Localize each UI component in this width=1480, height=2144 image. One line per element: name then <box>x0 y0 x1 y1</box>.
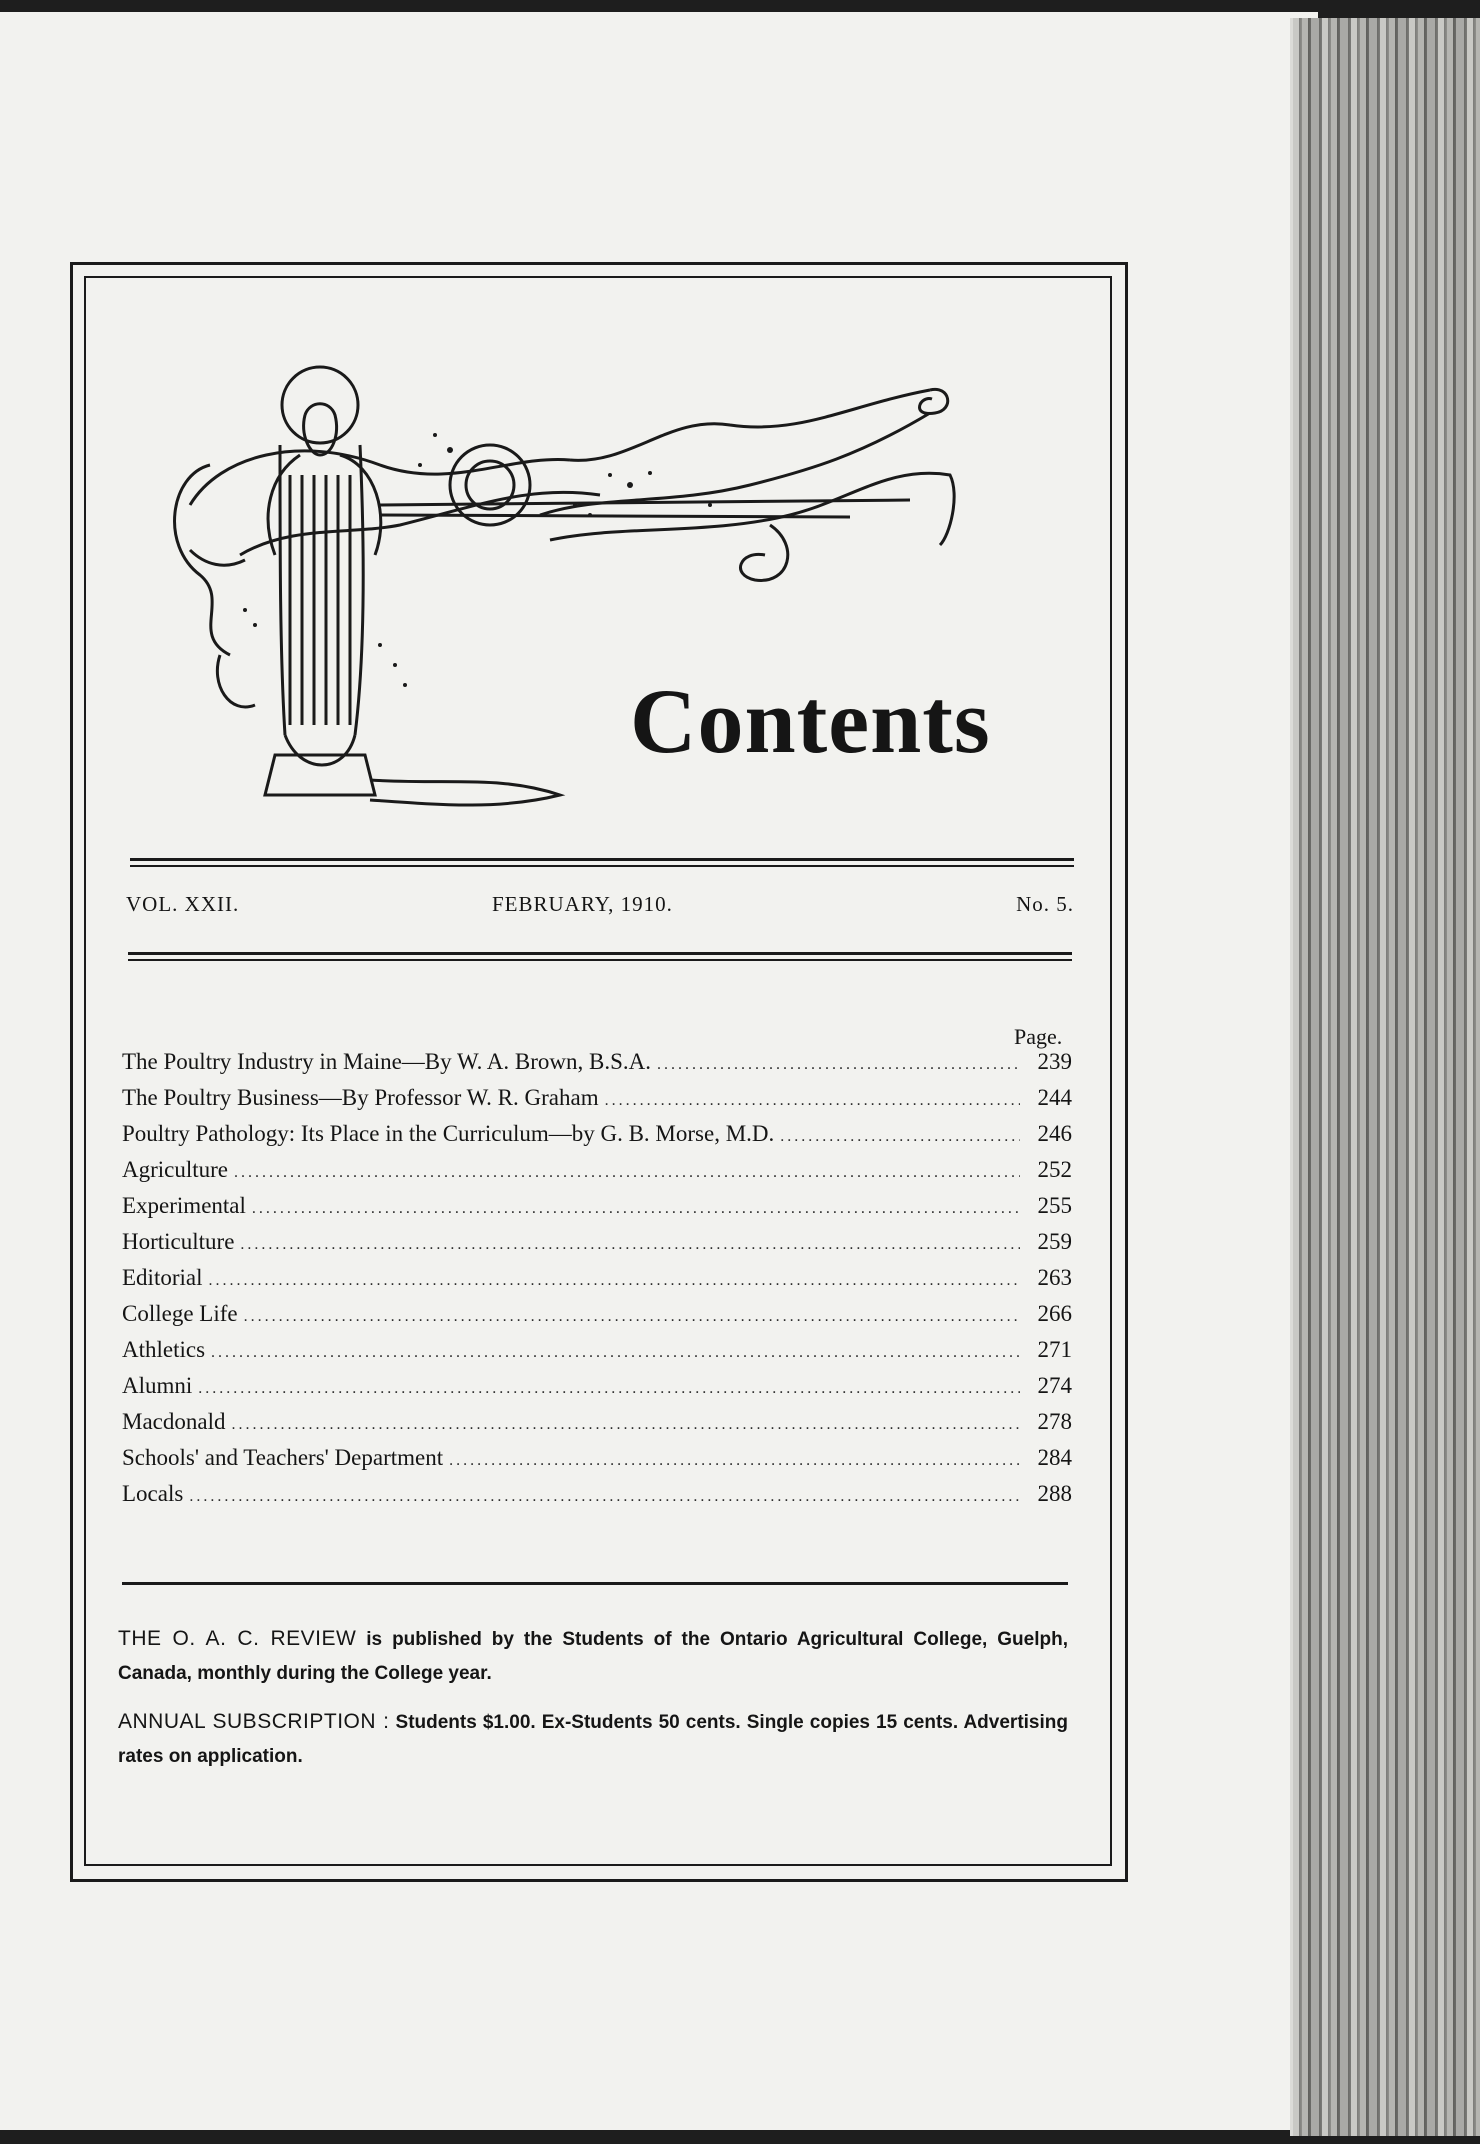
page-edges <box>1290 18 1480 2136</box>
toc-entry[interactable] <box>122 1440 1072 1476</box>
toc-entry-page: 244 <box>1037 1085 1072 1110</box>
dot-leader <box>252 1191 1020 1227</box>
toc-entry-title: Poultry Pathology: Its Place in the Curriculum—by G. B. Morse, M.D. <box>122 1121 775 1146</box>
dot-leader <box>198 1371 1020 1407</box>
toc-entry-title: Experimental <box>122 1193 246 1218</box>
dot-leader <box>240 1227 1020 1263</box>
issue-date: FEBRUARY, 1910. <box>492 892 673 916</box>
toc-entry-page: 288 <box>1037 1481 1072 1506</box>
subscription-label: ANNUAL SUBSCRIPTION : <box>118 1710 390 1733</box>
footer-rule <box>122 1582 1068 1585</box>
toc-entry-title: Editorial <box>122 1265 203 1290</box>
header-rule-bottom <box>128 952 1072 955</box>
toc-entry-title: Agriculture <box>122 1157 229 1182</box>
toc-entry-page: 284 <box>1037 1445 1072 1470</box>
toc-entry[interactable] <box>122 1404 1072 1440</box>
toc-entry[interactable] <box>122 1260 1072 1296</box>
dot-leader <box>189 1479 1020 1515</box>
toc-entry-page: 255 <box>1037 1193 1072 1218</box>
dot-leader <box>231 1407 1020 1443</box>
toc-entry[interactable] <box>122 1044 1072 1080</box>
toc-entry-page: 259 <box>1037 1229 1072 1254</box>
toc-entry-title: Schools' and Teachers' Department <box>122 1445 444 1470</box>
toc-entry-page: 274 <box>1037 1373 1072 1398</box>
review-text: is published by the Students of the Ontario Agricultural College, Guelph, Canada, monthly during the College year. <box>118 1629 1069 1684</box>
dot-leader <box>211 1335 1020 1371</box>
toc-entry-title: Athletics <box>122 1337 206 1362</box>
toc-entry-title: Alumni <box>122 1373 193 1398</box>
toc-entry[interactable] <box>122 1296 1072 1332</box>
page-column-heading: Page. <box>1014 1024 1063 1049</box>
review-notice <box>118 1622 1068 1691</box>
toc-entry-page: 266 <box>1037 1301 1072 1326</box>
volume-label: VOL. XXII. <box>126 892 240 916</box>
toc-entry[interactable] <box>122 1116 1072 1152</box>
dot-leader <box>605 1083 1020 1119</box>
toc-entry-title: The Poultry Business—By Professor W. R. Graham <box>122 1085 599 1110</box>
toc-entry-page: 252 <box>1037 1157 1072 1182</box>
toc-entry-title: Horticulture <box>122 1229 235 1254</box>
toc-entry-page: 246 <box>1037 1121 1072 1146</box>
issue-number: No. 5. <box>1016 892 1074 916</box>
toc-entry[interactable] <box>122 1224 1072 1260</box>
toc-entry[interactable] <box>122 1152 1072 1188</box>
toc-entry-page: 278 <box>1037 1409 1072 1434</box>
header-rule-top <box>130 858 1074 861</box>
toc-entry-title: Macdonald <box>122 1409 226 1434</box>
toc-entry-title: The Poultry Industry in Maine—By W. A. Brown, B.S.A. <box>122 1049 652 1074</box>
toc-entry[interactable] <box>122 1476 1072 1512</box>
toc-entry[interactable] <box>122 1188 1072 1224</box>
dot-leader <box>208 1263 1020 1299</box>
dot-leader <box>234 1155 1020 1191</box>
dot-leader <box>780 1119 1020 1155</box>
toc-entry-title: Locals <box>122 1481 184 1506</box>
issue-line <box>126 892 1074 928</box>
dot-leader <box>244 1299 1020 1335</box>
dot-leader <box>449 1443 1020 1479</box>
table-of-contents <box>122 1044 1072 1512</box>
page-title: Contents <box>630 670 991 772</box>
subscription-text: Students $1.00. Ex-Students 50 cents. Single copies 15 cents. Advertising rates on application. <box>118 1712 1068 1767</box>
toc-entry[interactable] <box>122 1332 1072 1368</box>
toc-entry-page: 239 <box>1037 1049 1072 1074</box>
toc-entry[interactable] <box>122 1368 1072 1404</box>
publication-notice <box>118 1622 1068 1788</box>
dot-leader <box>657 1047 1020 1083</box>
review-name: THE O. A. C. REVIEW <box>118 1627 357 1650</box>
toc-entry-page: 271 <box>1037 1337 1072 1362</box>
toc-entry-title: College Life <box>122 1301 238 1326</box>
subscription-notice <box>118 1705 1068 1774</box>
toc-entry-page: 263 <box>1037 1265 1072 1290</box>
toc-entry[interactable] <box>122 1080 1072 1116</box>
